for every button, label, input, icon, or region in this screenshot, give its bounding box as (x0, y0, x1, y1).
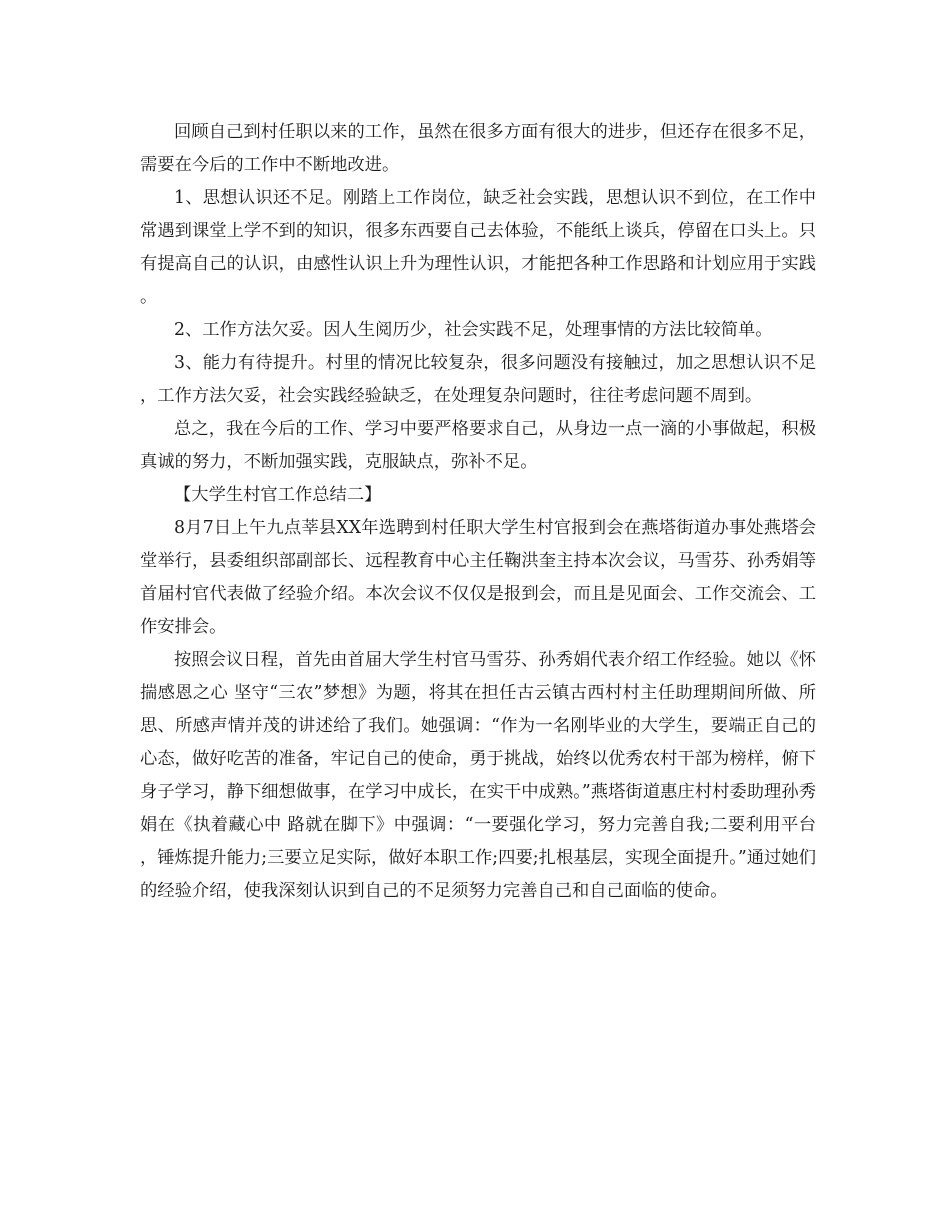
paragraph-experience: 按照会议日程，首先由首届大学生村官马雪芬、孙秀娟代表介绍工作经验。她以《怀揣感恩之心 坚守“三农”梦想》为题，将其在担任古云镇古西村村主任助理期间所做、所思、所感声情并茂的讲述给了我们。她强调：“作为一名刚毕业的大学生，要端正自己的心态，做好吃苦的准备，牢记自己的使命，勇于挑战，始终以优秀农村干部为榜样，俯下身子学习，静下细想做事，在学习中成长，在实干中成熟。”燕塔街道惠庄村村委助理孙秀娟在《执着藏心中 路就在脚下》中强调：“一要强化学习，努力完善自我;二要利用平台，锤炼提升能力;三要立足实际，做好本职工作;四要;扎根基层，实现全面提升。”通过她们的经验介绍，使我深刻认识到自己的不足须努力完善自己和自己面临的使命。 (140, 650, 816, 901)
paragraph-intro: 回顾自己到村任职以来的工作，虽然在很多方面有很大的进步，但还存在很多不足，需要在今后的工作中不断地改进。 (140, 122, 816, 175)
paragraph-meeting: 8月7日上午九点莘县XX年选聘到村任职大学生村官报到会在燕塔街道办事处燕塔会堂举行，县委组织部副部长、远程教育中心主任鞠洪奎主持本次会议，马雪芬、孙秀娟等首届村官代表做了经验介绍。本次会议不仅仅是报到会，而且是见面会、工作交流会、工作安排会。 (140, 518, 816, 637)
document-body (140, 116, 816, 908)
paragraph-point-1: 1、思想认识还不足。刚踏上工作岗位，缺乏社会实践，思想认识不到位，在工作中常遇到课堂上学不到的知识，很多东西要自己去体验，不能纸上谈兵，停留在口头上。只有提高自己的认识，由感性认识上升为理性认识，才能把各种工作思路和计划应用于实践。 (140, 188, 816, 307)
section-heading: 【大学生村官工作总结二】 (174, 485, 382, 505)
paragraph-conclusion: 总之，我在今后的工作、学习中要严格要求自己，从身边一点一滴的小事做起，积极真诚的努力，不断加强实践，克服缺点，弥补不足。 (140, 419, 816, 472)
paragraph-point-3: 3、能力有待提升。村里的情况比较复杂，很多问题没有接触过，加之思想认识不足，工作方法欠妥，社会实践经验缺乏，在处理复杂问题时，往往考虑问题不周到。 (140, 353, 816, 406)
paragraph-point-2: 2、工作方法欠妥。因人生阅历少，社会实践不足，处理事情的方法比较简单。 (174, 320, 773, 340)
